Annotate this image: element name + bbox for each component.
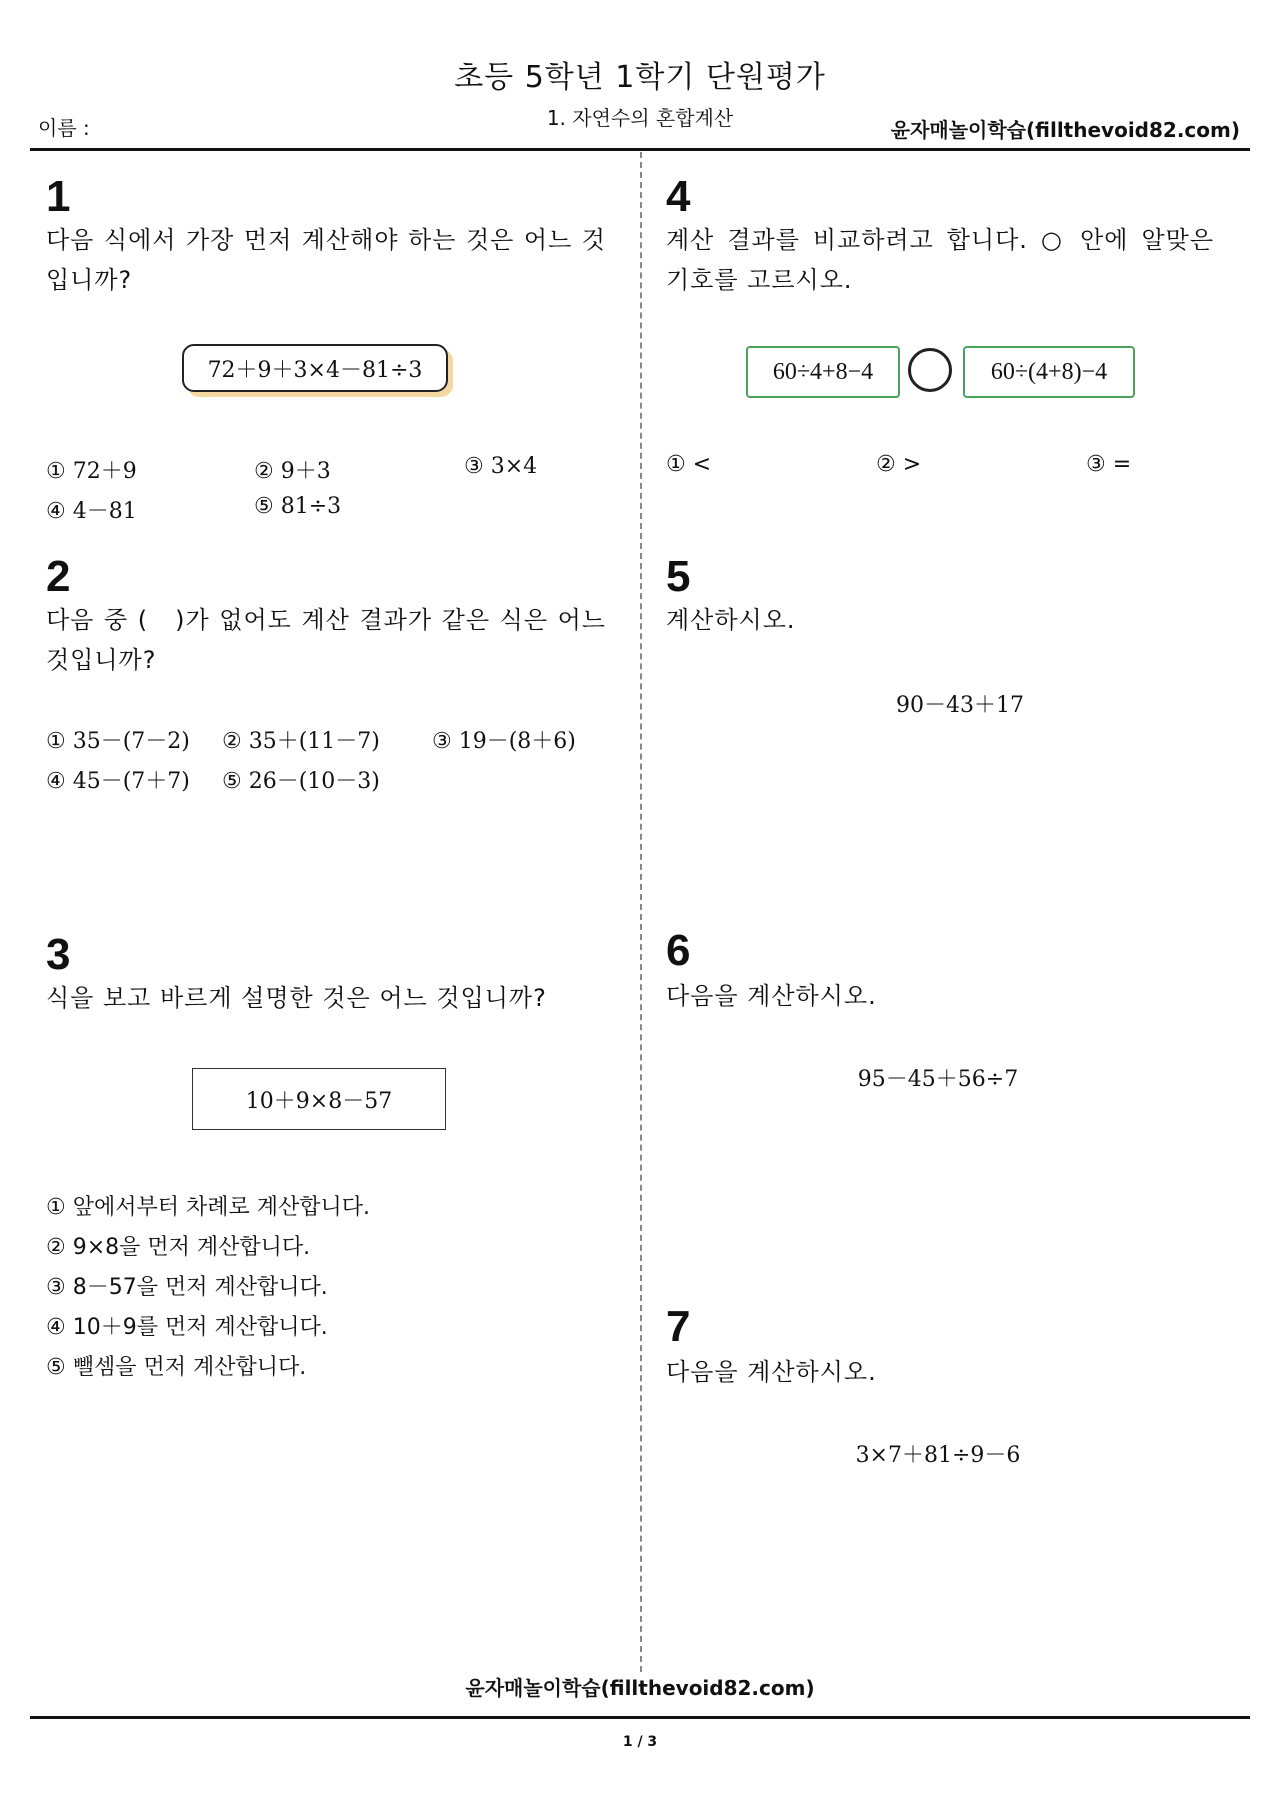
unit-subtitle: 1. 자연수의 혼합계산 bbox=[546, 106, 734, 130]
question-1-expression-box bbox=[182, 344, 448, 392]
brand-footer: 윤자매놀이학습(fillthevoid82.com) bbox=[465, 1676, 815, 1700]
question-4-left-expression: 60÷4+8−4 bbox=[772, 358, 874, 385]
question-4-option-2[interactable]: ② > bbox=[876, 452, 922, 477]
question-1-number: 1 bbox=[46, 172, 71, 221]
question-5-number: 5 bbox=[666, 552, 691, 601]
question-4-option-1[interactable]: ① < bbox=[666, 452, 712, 477]
question-2-option-3[interactable]: ③ 19－(8＋6) bbox=[432, 729, 576, 754]
question-1-option-1[interactable]: ① 72＋9 bbox=[46, 459, 137, 484]
question-3-option-1[interactable]: ① 앞에서부터 차례로 계산합니다. bbox=[46, 1195, 370, 1220]
footer-rule bbox=[30, 1716, 1250, 1719]
question-4-right-expression: 60÷(4+8)−4 bbox=[990, 358, 1108, 385]
question-5-text: 계산하시오. bbox=[666, 606, 796, 634]
question-7-number: 7 bbox=[666, 1302, 691, 1351]
page-title: 초등 5학년 1학기 단원평가 bbox=[454, 60, 826, 95]
question-4-option-3[interactable]: ③ = bbox=[1086, 452, 1132, 477]
question-6-number: 6 bbox=[666, 926, 691, 975]
question-2-text: 다음 중 ( )가 없어도 계산 결과가 같은 식은 어느 것입니까? bbox=[46, 606, 606, 674]
question-6-expression: 95－45＋56÷7 bbox=[857, 1067, 1019, 1092]
question-1-option-4[interactable]: ④ 4－81 bbox=[46, 499, 137, 524]
question-2-option-2[interactable]: ② 35＋(11－7) bbox=[222, 729, 380, 754]
question-7-expression: 3×7＋81÷9－6 bbox=[855, 1443, 1021, 1468]
question-1-expression: 72＋9＋3×4－81÷3 bbox=[207, 357, 423, 383]
question-2-number: 2 bbox=[46, 552, 71, 601]
question-3-number: 3 bbox=[46, 930, 71, 979]
question-2-option-4[interactable]: ④ 45－(7＋7) bbox=[46, 769, 190, 794]
question-7-text: 다음을 계산하시오. bbox=[666, 1358, 877, 1386]
question-1-option-3[interactable]: ③ 3×4 bbox=[464, 454, 538, 479]
question-2-option-1[interactable]: ① 35－(7－2) bbox=[46, 729, 190, 754]
page-number: 1 / 3 bbox=[622, 1734, 658, 1750]
question-4-text: 계산 결과를 비교하려고 합니다. ○ 안에 알맞은 기호를 고르시오. bbox=[666, 226, 1214, 294]
question-4-right-expression-box bbox=[963, 346, 1135, 398]
question-1-option-5[interactable]: ⑤ 81÷3 bbox=[254, 494, 342, 519]
question-4-left-expression-box bbox=[746, 346, 900, 398]
question-3-option-2[interactable]: ② 9×8을 먼저 계산합니다. bbox=[46, 1235, 311, 1260]
question-3-option-5[interactable]: ⑤ 뺄셈을 먼저 계산합니다. bbox=[46, 1355, 307, 1380]
question-3-text: 식을 보고 바르게 설명한 것은 어느 것입니까? bbox=[46, 984, 547, 1012]
question-3-option-4[interactable]: ④ 10＋9를 먼저 계산합니다. bbox=[46, 1315, 328, 1340]
comparison-blank-circle[interactable] bbox=[908, 348, 952, 392]
question-2-option-5[interactable]: ⑤ 26－(10－3) bbox=[222, 769, 380, 794]
header-rule bbox=[30, 148, 1250, 151]
question-5-expression: 90－43＋17 bbox=[896, 693, 1024, 718]
question-3-option-3[interactable]: ③ 8－57을 먼저 계산합니다. bbox=[46, 1275, 328, 1300]
brand-header: 윤자매놀이학습(fillthevoid82.com) bbox=[890, 118, 1240, 142]
question-3-expression-box bbox=[192, 1068, 446, 1130]
name-label: 이름 : bbox=[38, 116, 90, 140]
question-4-number: 4 bbox=[666, 172, 691, 221]
question-6-text: 다음을 계산하시오. bbox=[666, 982, 877, 1010]
question-1-option-2[interactable]: ② 9＋3 bbox=[254, 459, 331, 484]
question-1-text: 다음 식에서 가장 먼저 계산해야 하는 것은 어느 것입니까? bbox=[46, 226, 606, 294]
question-3-expression: 10＋9×8－57 bbox=[245, 1088, 393, 1114]
